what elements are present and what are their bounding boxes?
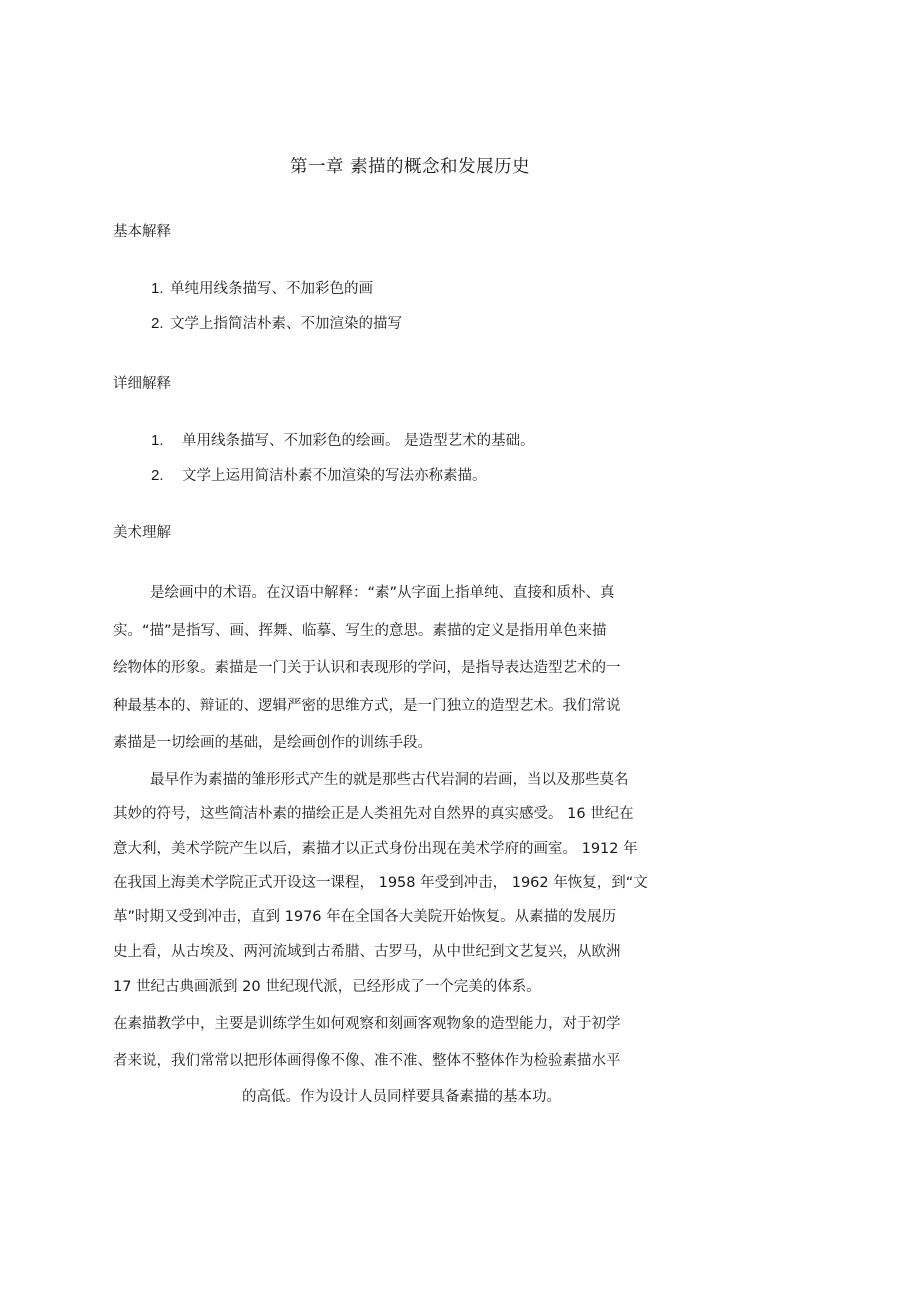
paragraph-line: 17 世纪古典画派到 20 世纪现代派，已经形成了一个完美的体系。 xyxy=(113,979,541,995)
list-item-text: 单用线条描写、不加彩色的绘画。 是造型艺术的基础。 xyxy=(182,433,535,449)
list-item-text: 文学上指简洁朴素、不加渲染的描写 xyxy=(170,316,402,332)
paragraph-line: 在素描教学中，主要是训练学生如何观察和刻画客观物象的造型能力，对于初学 xyxy=(113,1016,621,1032)
paragraph-line: 素描是一切绘画的基础，是绘画创作的训练手段。 xyxy=(113,735,432,751)
paragraph-line: 其妙的符号，这些简洁朴素的描绘正是人类祖先对自然界的真实感受。 16 世纪在 xyxy=(113,806,634,822)
paragraph-line: 史上看，从古埃及、两河流域到古希腊、古罗马，从中世纪到文艺复兴，从欧洲 xyxy=(113,944,621,960)
list-item-text: 文学上运用简洁朴素不加渲染的写法亦称素描。 xyxy=(182,468,487,484)
paragraph-line: 绘物体的形象。素描是一门关于认识和表现形的学问，是指导表达造型艺术的一 xyxy=(113,660,621,676)
page-title: 第一章 素描的概念和发展历史 xyxy=(290,157,531,177)
paragraph-line: 的高低。作为设计人员同样要具备素描的基本功。 xyxy=(242,1089,561,1105)
paragraph-line: 实。“描”是指写、画、挥舞、临摹、写生的意思。素描的定义是指用单色来描 xyxy=(113,623,607,639)
paragraph-line: 在我国上海美术学院正式开设这一课程， 1958 年受到冲击， 1962 年恢复，到“文 xyxy=(113,875,648,891)
section-heading-basic: 基本解释 xyxy=(113,224,171,240)
list-item-number: 2. xyxy=(151,467,164,484)
paragraph-line: 者来说，我们常常以把形体画得像不像、准不准、整体不整体作为检验素描水平 xyxy=(113,1053,621,1069)
paragraph-line: 种最基本的、辩证的、逻辑严密的思维方式，是一门独立的造型艺术。我们常说 xyxy=(113,698,621,714)
paragraph-line: 是绘画中的术语。在汉语中解释：“素”从字面上指单纯、直接和质朴、真 xyxy=(150,585,615,601)
section-heading-detailed: 详细解释 xyxy=(113,376,171,392)
paragraph-line: 意大利，美术学院产生以后，素描才以正式身份出现在美术学府的画室。 1912 年 xyxy=(113,841,638,857)
list-item-text: 单纯用线条描写、不加彩色的画 xyxy=(170,281,373,297)
paragraph-line: 革”时期又受到冲击，直到 1976 年在全国各大美院开始恢复。从素描的发展历 xyxy=(113,909,617,925)
list-item-number: 1. xyxy=(151,280,164,297)
list-item-number: 1. xyxy=(151,432,164,449)
section-heading-art: 美术理解 xyxy=(113,525,171,541)
paragraph-line: 最早作为素描的雏形形式产生的就是那些古代岩洞的岩画，当以及那些莫名 xyxy=(150,772,629,788)
list-item-number: 2. xyxy=(151,315,164,332)
